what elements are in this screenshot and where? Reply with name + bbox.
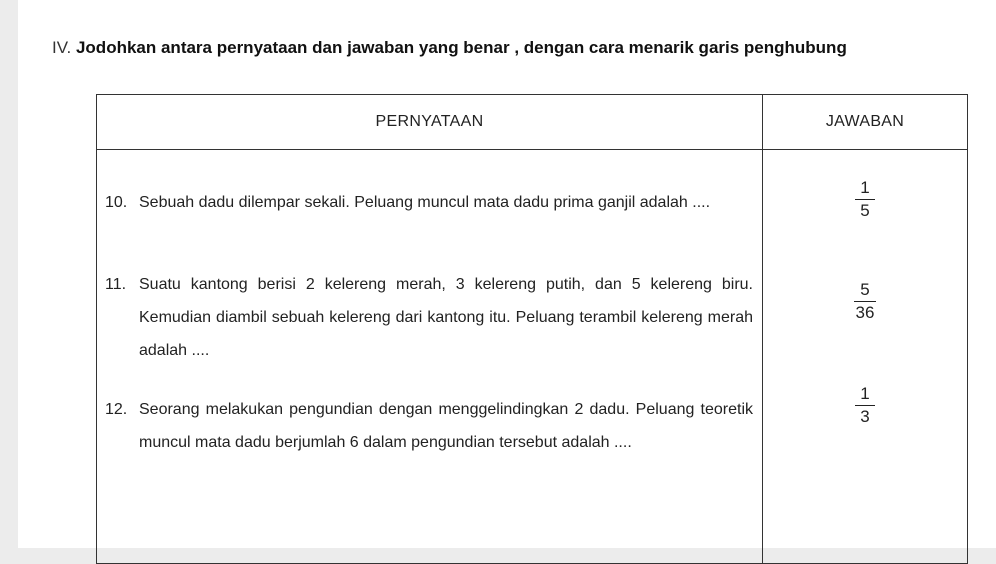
fraction-denominator: 5: [855, 199, 875, 222]
fraction-numerator: 1: [860, 384, 870, 403]
worksheet-page: [18, 0, 996, 548]
section-heading: [52, 38, 847, 58]
answer-fraction-2: [763, 279, 967, 324]
statement-10: [105, 186, 753, 219]
statement-number: 10.: [105, 194, 128, 211]
column-divider: [762, 95, 763, 563]
fraction-denominator: 3: [855, 405, 875, 428]
statement-text: Sebuah dadu dilempar sekali. Peluang muncul mata dadu prima ganjil adalah ....: [139, 194, 711, 211]
section-number: IV.: [52, 38, 72, 57]
header-answer: JAWABAN: [825, 113, 905, 130]
header-divider: [97, 149, 967, 150]
statement-11: [105, 268, 753, 367]
statement-number: 12.: [105, 401, 128, 418]
matching-table: [96, 94, 968, 564]
fraction-numerator: 5: [860, 280, 870, 299]
header-statement: PERNYATAAN: [375, 113, 484, 130]
statement-text: Seorang melakukan pengundian dengan menggelindingkan 2 dadu. Peluang teoretik muncul mata dadu berjumlah 6 dalam pengundian tersebut adalah ....: [139, 401, 753, 451]
statement-number: 11.: [105, 276, 127, 293]
statement-12: [105, 393, 753, 459]
fraction-numerator: 1: [860, 178, 870, 197]
answer-fraction-3: [763, 383, 967, 428]
section-instruction: Jodohkan antara pernyataan dan jawaban yang benar , dengan cara menarik garis penghubung: [75, 38, 847, 57]
answer-fraction-1: [763, 177, 967, 222]
fraction-denominator: 36: [855, 303, 875, 322]
statement-text: Suatu kantong berisi 2 kelereng merah, 3 kelereng putih, dan 5 kelereng biru. Kemudian diambil sebuah kelereng dari kantong itu. Peluang terambil kelereng merah adalah ....: [139, 276, 753, 359]
